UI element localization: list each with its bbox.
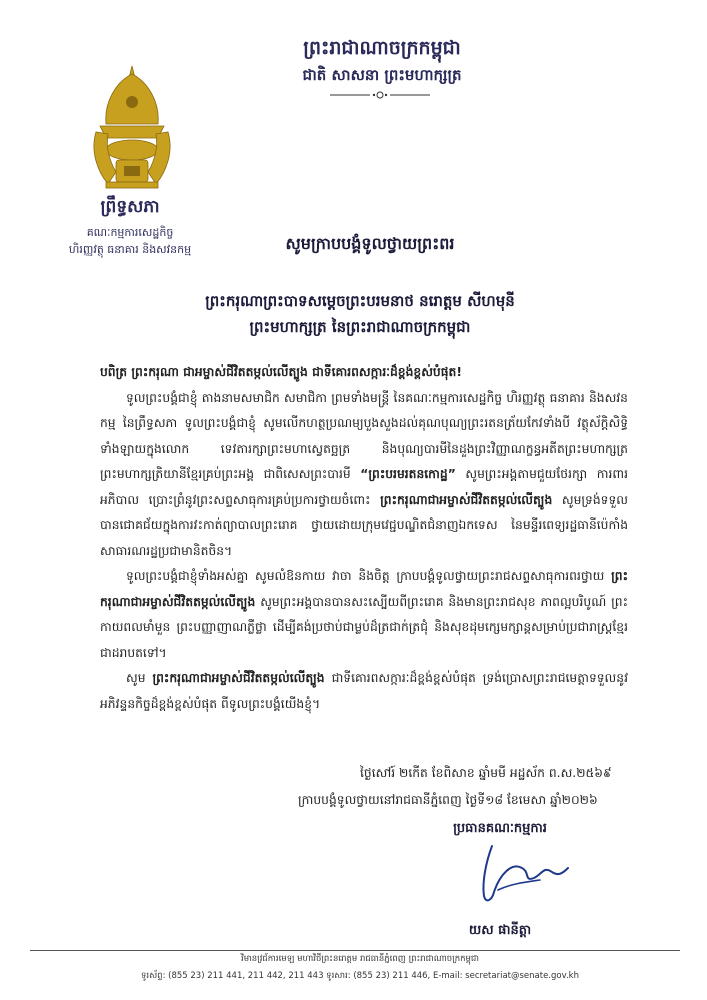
paragraph-3-text-b: ជាទីគោរពសក្ការៈដ៏ខ្ពង់ខ្ពស់បំផុត ទ្រង់ប្រោសព្រះរាជមេត្តាទទួលនូវអភិវន្ទនកិច្ចដ៏ខ្ពង់ខ្ពស់បំផុត ពីទូលព្រះបង្គំយើងខ្ញុំ។ xyxy=(100,671,628,711)
solar-date: ក្រាបបង្គំទូលថ្វាយនៅរាជធានីភ្នំពេញ ថ្ងៃទី១៨ ខែមេសា ឆ្នាំ២០២៦ xyxy=(298,793,598,807)
commission-line-1: គណៈកម្មការសេដ្ឋកិច្ច xyxy=(86,226,174,239)
commission-line-2: ហិរញ្ញវត្ថុ ធនាគារ និងសវនកម្ម xyxy=(68,243,192,256)
senate-emblem-icon xyxy=(86,62,178,192)
paragraph-2-text: ទូលព្រះបង្គំជាខ្ញុំទាំងអស់គ្នា សូមលំឱនកាយ វាចា និងចិត្ត ក្រាបបង្គំទូលថ្វាយព្រះរាជសព្ទសាធុការពរថ្វាយ xyxy=(126,569,605,583)
addressee xyxy=(110,288,610,340)
paragraph-1-text: ទូលព្រះបង្គំជាខ្ញុំ តាងនាមសមាជិក សមាជិកា ព្រមទាំងមន្ត្រី នៃគណៈកម្មការសេដ្ឋកិច្ច ហិរញ្ញវត្ថុ ធនាគារ និងសវនកម្ម នៃព្រឹទ្ធសភា ទូលព្រះបង្គំជាខ្ញុំ សូមលើកហត្ថប្រណម្យបួងសួងដល់គុណបុណ្យព្រះរតនត្រ័យកែវទាំងបី វត្ថុស័ក្តិសិទ្ធិទាំងឡាយក្នុងលោក ទេវតារក្សាព្រះមហាស្វេតច្ឆត្រ និងបុណ្យបារមីនៃដួងព្រះវិញ្ញាណក្ខន្ធអតីតព្រះមហាក្សត្រ ព្រះមហាក្សត្រិយានីខ្មែរគ្រប់ព្រះអង្គ ជាពិសេសព្រះបារមី xyxy=(100,390,628,481)
kingdom-title: ព្រះរាជាណាចក្រកម្ពុជា xyxy=(303,37,461,59)
paragraph-1-emphasis: “ព្រះបរមរតនកោដ្ឋ” xyxy=(360,467,456,481)
handwritten-signature-icon xyxy=(470,838,580,908)
footer-divider xyxy=(30,950,680,951)
paragraph-2-emphasis: ព្រះករុណាជាអម្ចាស់ជីវិតតម្កល់លើត្បូង xyxy=(100,569,628,609)
paragraph-1-emphasis-2: ព្រះករុណាជាអម្ចាស់ជីវិតតម្កល់លើត្បូង xyxy=(380,492,553,507)
paragraph-2-text-b: សូមព្រះអង្គបានបានសះស្បើយពីព្រះរោគ និងមានព្រះរាជសុខ ភាពល្អបរិបូណ៍ ព្រះកាយពលមាំមួន ព្រះបញ្ញាញាណភ្លឺថ្លា ដើម្បីគង់ប្រថាប់ជាម្លប់ដ៏ត្រជាក់ត្រជុំ និងសុខដុមក្សេមក្សាន្តសម្រាប់ប្រជារាស្ត្រខ្មែរជាដរាបតទៅ។ xyxy=(100,594,628,660)
paragraph-1 xyxy=(100,386,628,565)
footer-contact: ទូរស័ព្ទ: (855 23) 211 441, 211 442, 211 443 ទូរសារ: (855 23) 211 446, E-mail: secretariat@senate.gov.kh xyxy=(141,971,579,981)
paragraph-3-emphasis: ព្រះករុណាជាអម្ចាស់ជីវិតតម្កល់លើត្បូង xyxy=(152,671,325,685)
addressee-line-2: ព្រះមហាក្សត្រ នៃព្រះរាជាណាចក្រកម្ពុជា xyxy=(249,318,471,336)
signatory-title: ប្រធានគណៈកម្មការ xyxy=(453,821,547,836)
footer-address: វិមានវ្រជ័ការមេឡ មហាវិថីព្រះនរោត្តម រាជធានីភ្នំពេញ ព្រះរាជាណាចក្រកម្ពុជា xyxy=(241,954,479,964)
commission-name xyxy=(40,224,220,258)
paragraph-1-text-b: សូមព្រះអង្គតាមជួយថែរក្សា ការពារ អភិបាល ប្រោះព្រំនូវព្រះសព្ទសាធុការគ្រប់ប្រការថ្វាយចំពោះ xyxy=(100,467,628,507)
ornament-divider xyxy=(330,90,430,100)
national-motto: ជាតិ សាសនា ព្រះមហាក្សត្រ xyxy=(302,66,462,84)
senate-name: ព្រឹទ្ធសភា xyxy=(100,197,160,217)
signatory-name: យស ផានីត្តា xyxy=(468,923,532,938)
letter-heading: សូមក្រាបបង្គំទូលថ្វាយព្រះពរ xyxy=(285,234,455,253)
paragraph-2 xyxy=(100,564,628,666)
lunar-date: ថ្ងៃសៅរ៍ ២កើត ខែពិសាខ ឆ្នាំមមី អដ្ឋស័ក ព.ស.២៥៦៩ xyxy=(360,766,612,780)
paragraph-3 xyxy=(100,666,628,717)
paragraph-3-text: សូម xyxy=(126,671,146,685)
addressee-line-1: ព្រះករុណាព្រះបាទសម្តេចព្រះបរមនាថ នរោត្តម សីហមុនី xyxy=(205,292,515,310)
salutation: បពិត្រ ព្រះករុណា ជាអម្ចាស់ជីវិតតម្កល់លើត្បូង ជាទីគោរពសក្ការៈដ៏ខ្ពង់ខ្ពស់បំផុត! xyxy=(100,365,462,379)
letter-body xyxy=(100,360,628,717)
paragraph-1-text-c: សូមទ្រង់ទទួលបានជោគជ័យក្នុងការវះកាត់ព្យាបាលព្រះរោគ ថ្វាយដោយក្រុមវេជ្ជបណ្ឌិតជំនាញឯកទេស នៃមន្ទីរពេទ្យរដ្ឋធានីប៉េកាំង សាធារណរដ្ឋប្រជាមានិតចិន។ xyxy=(100,492,628,558)
